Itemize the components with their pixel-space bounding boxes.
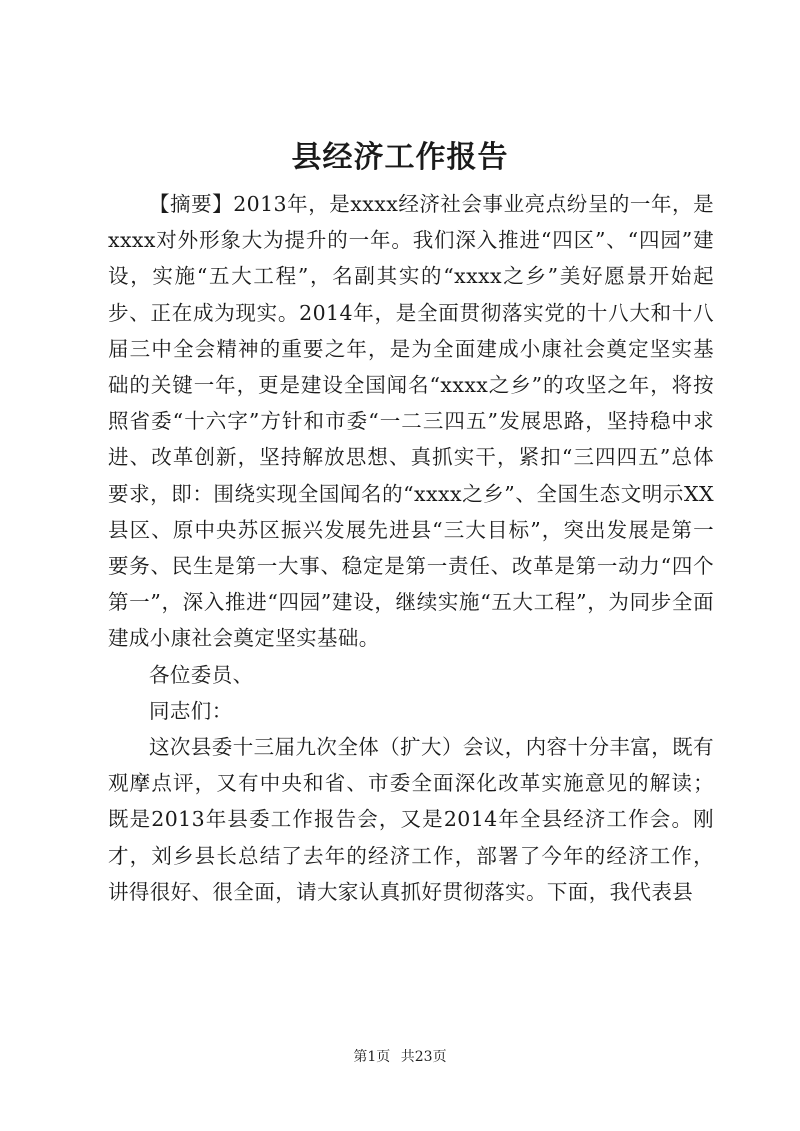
abstract-paragraph: 【摘要】2013年，是xxxx经济社会事业亮点纷呈的一年，是xxxx对外形象大为提升的一年。我们深入推进“四区”、“四园”建设，实施“五大工程”，名副其实的“xxxx之乡”美好愿景开始起步、正在成为现实。2014年，是全面贯彻落实党的十八大和十八届三中全会精神的重要之年，是为全面建成小康社会奠定坚实基础的关键一年，更是建设全国闻名“xxxx之乡”的攻坚之年，将按照省委“十六字”方针和市委“一二三四五”发展思路，坚持稳中求进、改革创新，坚持解放思想、真抓实干，紧扣“三四四五”总体要求，即：围绕实现全国闻名的“xxxx之乡”、全国生态文明示XX县区、原中央苏区振兴发展先进县“三大目标”，突出发展是第一要务、民生是第一大事、稳定是第一责任、改革是第一动力“四个第一”，深入推进“四园”建设，继续实施“五大工程”，为同步全面建成小康社会奠定坚实基础。 bbox=[108, 192, 714, 651]
salutation-comrades: 同志们： bbox=[149, 698, 233, 723]
document-body bbox=[108, 186, 714, 910]
document-title: 县经济工作报告 bbox=[291, 140, 509, 175]
page-total: 共23页 bbox=[400, 1049, 447, 1065]
salutation-members: 各位委员、 bbox=[149, 662, 254, 687]
page-number: 第1页 bbox=[353, 1049, 391, 1065]
body-paragraph: 这次县委十三届九次全体（扩大）会议，内容十分丰富，既有观摩点评，又有中央和省、市委全面深化改革实施意见的解读；既是2013年县委工作报告会，又是2014年全县经济工作会。刚才，刘乡县长总结了去年的经济工作，部署了今年的经济工作，讲得很好、很全面，请大家认真抓好贯彻落实。下面，我代表县 bbox=[108, 735, 714, 904]
page-footer bbox=[0, 1047, 800, 1067]
